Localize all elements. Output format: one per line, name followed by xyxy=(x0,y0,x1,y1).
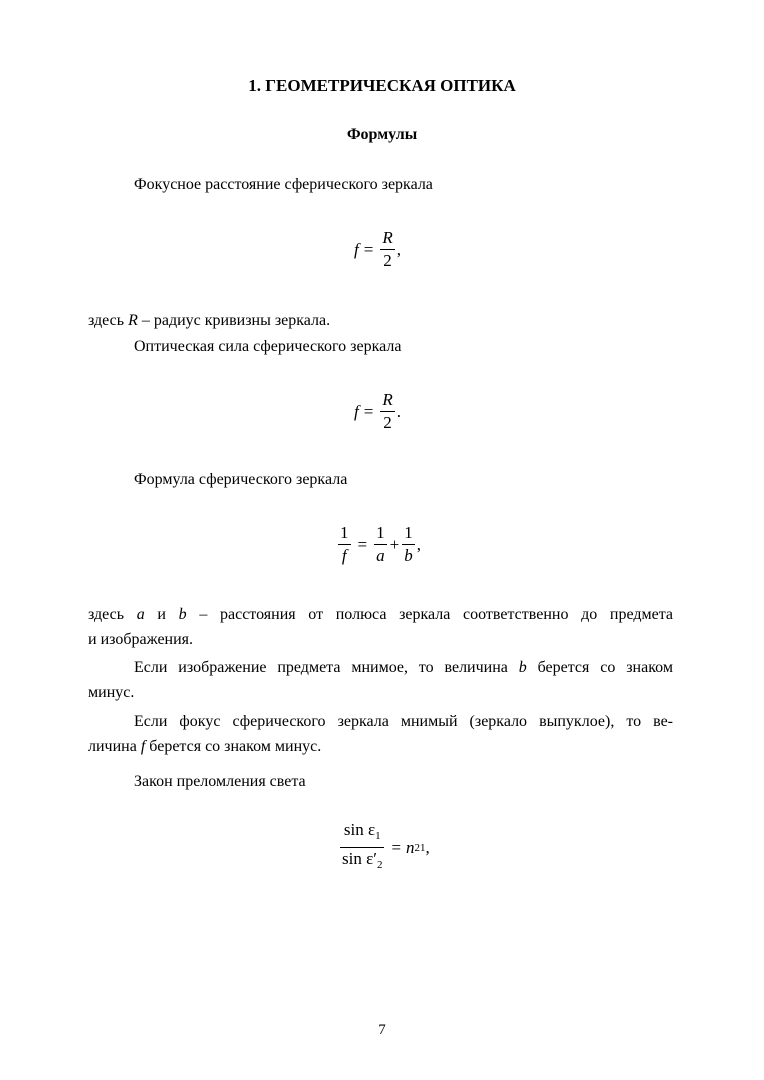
text: личина xyxy=(88,738,141,755)
text: здесь xyxy=(88,606,125,623)
fraction-bar xyxy=(374,544,387,545)
formula-lhs: f xyxy=(354,239,359,259)
fraction-numerator: 1 xyxy=(404,523,413,542)
sine-term: sin ε xyxy=(343,820,376,839)
formula-refraction xyxy=(338,820,430,875)
fraction-numerator: 1 xyxy=(340,523,349,542)
formula-fraction xyxy=(402,523,415,566)
fraction-numerator xyxy=(342,820,383,846)
paragraph-virtual-focus-line2 xyxy=(88,737,673,757)
subscript: 1 xyxy=(375,830,381,842)
subscript: 21 xyxy=(414,841,426,854)
fraction-denominator: 2 xyxy=(383,251,392,270)
variable: a xyxy=(136,606,145,623)
variable: b xyxy=(518,659,527,676)
formula-equals: = xyxy=(363,401,374,421)
formula-tail: , xyxy=(425,837,430,857)
fraction-bar xyxy=(340,847,384,848)
paragraph-refraction-law: Закон преломления света xyxy=(134,773,306,790)
formula-fraction xyxy=(380,390,394,433)
paragraph-virtual-image-line2: минус. xyxy=(88,684,135,701)
fraction-numerator: R xyxy=(382,228,393,247)
formula-rhs: n xyxy=(406,837,415,857)
paragraph-distances-line1 xyxy=(88,605,673,625)
fraction-denominator: a xyxy=(376,546,385,565)
formula-equals: = xyxy=(357,534,368,554)
formula-fraction xyxy=(338,523,351,566)
formula-tail: , xyxy=(396,239,401,259)
paragraph-virtual-focus-line1: Если фокус сферического зеркала мнимый (зеркало выпуклое), то ве- xyxy=(134,713,673,730)
variable: f xyxy=(140,738,146,755)
subscript: 2 xyxy=(376,859,383,871)
section-title: Формулы xyxy=(346,126,418,143)
formula-mirror xyxy=(336,523,421,566)
fraction-denominator: 2 xyxy=(383,413,392,432)
paragraph-distances-line2: и изображения. xyxy=(88,631,194,648)
paragraph-radius-definition xyxy=(88,311,673,331)
variable: R xyxy=(128,312,138,329)
fraction-denominator: b xyxy=(404,546,413,565)
formula-fraction xyxy=(374,523,387,566)
fraction-numerator: 1 xyxy=(376,523,385,542)
fraction-denominator xyxy=(340,849,384,875)
prime: ′ xyxy=(373,849,377,868)
paragraph-optical-power: Оптическая сила сферического зеркала xyxy=(134,338,402,355)
formula-tail: , xyxy=(416,534,421,554)
text: – расстояния от полюса зеркала соответственно до предмета xyxy=(199,606,674,623)
formula-equals: = xyxy=(363,239,374,259)
fraction-bar xyxy=(380,249,394,250)
fraction-bar xyxy=(402,544,415,545)
text: – радиус кривизны зеркала. xyxy=(137,312,331,329)
sine-term: sin ε xyxy=(342,849,374,868)
fraction-denominator: f xyxy=(341,546,347,565)
formula-optical-power xyxy=(354,390,401,433)
formula-plus: + xyxy=(389,534,400,554)
text: берется со знаком xyxy=(526,659,673,676)
variable: b xyxy=(178,606,187,623)
page-number: 7 xyxy=(378,1022,386,1038)
text: и xyxy=(157,606,166,623)
paragraph-virtual-image-line1 xyxy=(134,658,673,678)
formula-fraction xyxy=(380,228,394,271)
formula-fraction xyxy=(340,820,384,875)
fraction-bar xyxy=(338,544,351,545)
fraction-numerator: R xyxy=(382,390,393,409)
formula-equals: = xyxy=(391,837,402,857)
text: берется со знаком минус. xyxy=(145,738,322,755)
chapter-title: 1. ГЕОМЕТРИЧЕСКАЯ ОПТИКА xyxy=(248,76,516,95)
text: Если изображение предмета мнимое, то величина xyxy=(134,659,519,676)
fraction-bar xyxy=(380,411,394,412)
formula-focal-length xyxy=(354,228,401,271)
formula-lhs: f xyxy=(354,401,359,421)
paragraph-focal-length: Фокусное расстояние сферического зеркала xyxy=(134,176,433,193)
formula-tail: . xyxy=(396,401,401,421)
text: здесь xyxy=(88,312,129,329)
paragraph-mirror-formula: Формула сферического зеркала xyxy=(134,471,348,488)
